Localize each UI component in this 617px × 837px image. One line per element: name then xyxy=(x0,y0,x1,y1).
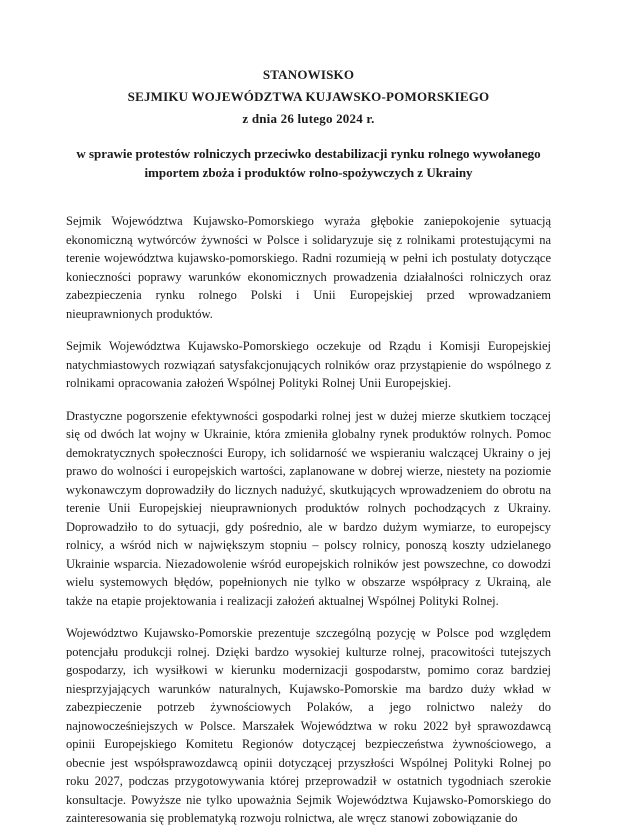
document-subject-line-1: w sprawie protestów rolniczych przeciwko destabilizacji rynku rolnego wywołanego xyxy=(76,146,541,161)
document-subject xyxy=(0,144,617,182)
document-body xyxy=(66,212,551,828)
body-paragraph-region-position: Województwo Kujawsko-Pomorskie prezentuje szczególną pozycję w Polsce pod względem potencjału produkcji rolnej. Dzięki bardzo wysokiej kulturze rolnej, pracowitości tutejszych gospodarzy, ich wysiłkowi w kierunku modernizacji gospodarstw, pomimo coraz bardziej niesprzyjających warunków naturalnych, Kujawsko-Pomorskie ma bardzo duży wkład w zabezpieczenie potrzeb żywnościowych Polaków, a jego rolnictwo należy do najnowocześniejszych w Polsce. Marszałek Województwa w roku 2022 był sprawozdawcą opinii Europejskiego Komitetu Regionów dotyczącej bezpieczeństwa żywnościowego, a obecnie jest współsprawozdawcą opinii dotyczącej przyszłości Wspólnej Polityki Rolnej po roku 2027, podczas przygotowywania której przeprowadził w ostatnich tygodniach szerokie konsultacje. Powyższe nie tylko upoważnia Sejmik Województwa Kujawsko-Pomorskiego do zainteresowania się problematyką rozwoju rolnictwa, ale wręcz stanowi zobowiązanie do xyxy=(66,626,551,825)
body-paragraph-expectations: Sejmik Województwa Kujawsko-Pomorskiego oczekuje od Rządu i Komisji Europejskiej natychmiastowych rozwiązań satysfakcjonujących rolników oraz przystąpienie do wspólnego z rolnikami opracowania założeń Wspólnej Polityki Rolnej Unii Europejskiej. xyxy=(66,339,551,390)
document-title: STANOWISKO xyxy=(262,67,355,82)
body-paragraph-war-impact: Drastyczne pogorszenie efektywności gospodarki rolnej jest w dużej mierze skutkiem toczącej się od dwóch lat wojny w Ukrainie, która zmieniła globalny rynek produktów rolnych. Pomoc demokratycznych społeczności Europy, ich solidarność we wspieraniu walczącej Ukrainy o jej prawo do wolności i europejskich wartości, zaplanowane w dobrej wierze, niestety na poziomie wykonawczym doprowadziły do licznych nadużyć, skutkujących wprowadzeniem do obrotu na terenie Unii Europejskiej nieuprawnionych produktów rolnych pochodzących z Ukrainy. Doprowadziło to do sytuacji, gdy pośrednio, ale w bardzo dużym wymiarze, to europejscy rolnicy, a wśród nich w największym stopniu – polscy rolnicy, ponoszą koszty udzielanego Ukrainie wsparcia. Niezadowolenie wśród europejskich rolników jest powszechne, co dowodzi wielu systemowych błędów, popełnionych nie tylko w obszarze współpracy z Ukrainą, ale także na etapie projektowania i realizacji założeń aktualnej Wspólnej Polityki Rolnej. xyxy=(66,408,552,608)
document-date: z dnia 26 lutego 2024 r. xyxy=(242,111,375,126)
document-header xyxy=(0,0,617,130)
document-subject-line-2: importem zboża i produktów rolno-spożywczych z Ukrainy xyxy=(144,165,473,180)
document-issuer: SEJMIKU WOJEWÓDZTWA KUJAWSKO-POMORSKIEGO xyxy=(127,89,490,104)
body-paragraph-solidarity: Sejmik Województwa Kujawsko-Pomorskiego wyraża głębokie zaniepokojenie sytuacją ekonomiczną wytwórców żywności w Polsce i solidaryzuje się z rolnikami protestującymi na terenie województwa kujawsko-pomorskiego. Radni rozumieją w pełni ich postulaty dotyczące konieczności poprawy warunków ekonomicznych prowadzenia działalności rolniczych oraz zabezpieczenia rynku rolnego Polski i Unii Europejskiej przed wprowadzaniem nieuprawnionych produktów. xyxy=(66,214,551,321)
